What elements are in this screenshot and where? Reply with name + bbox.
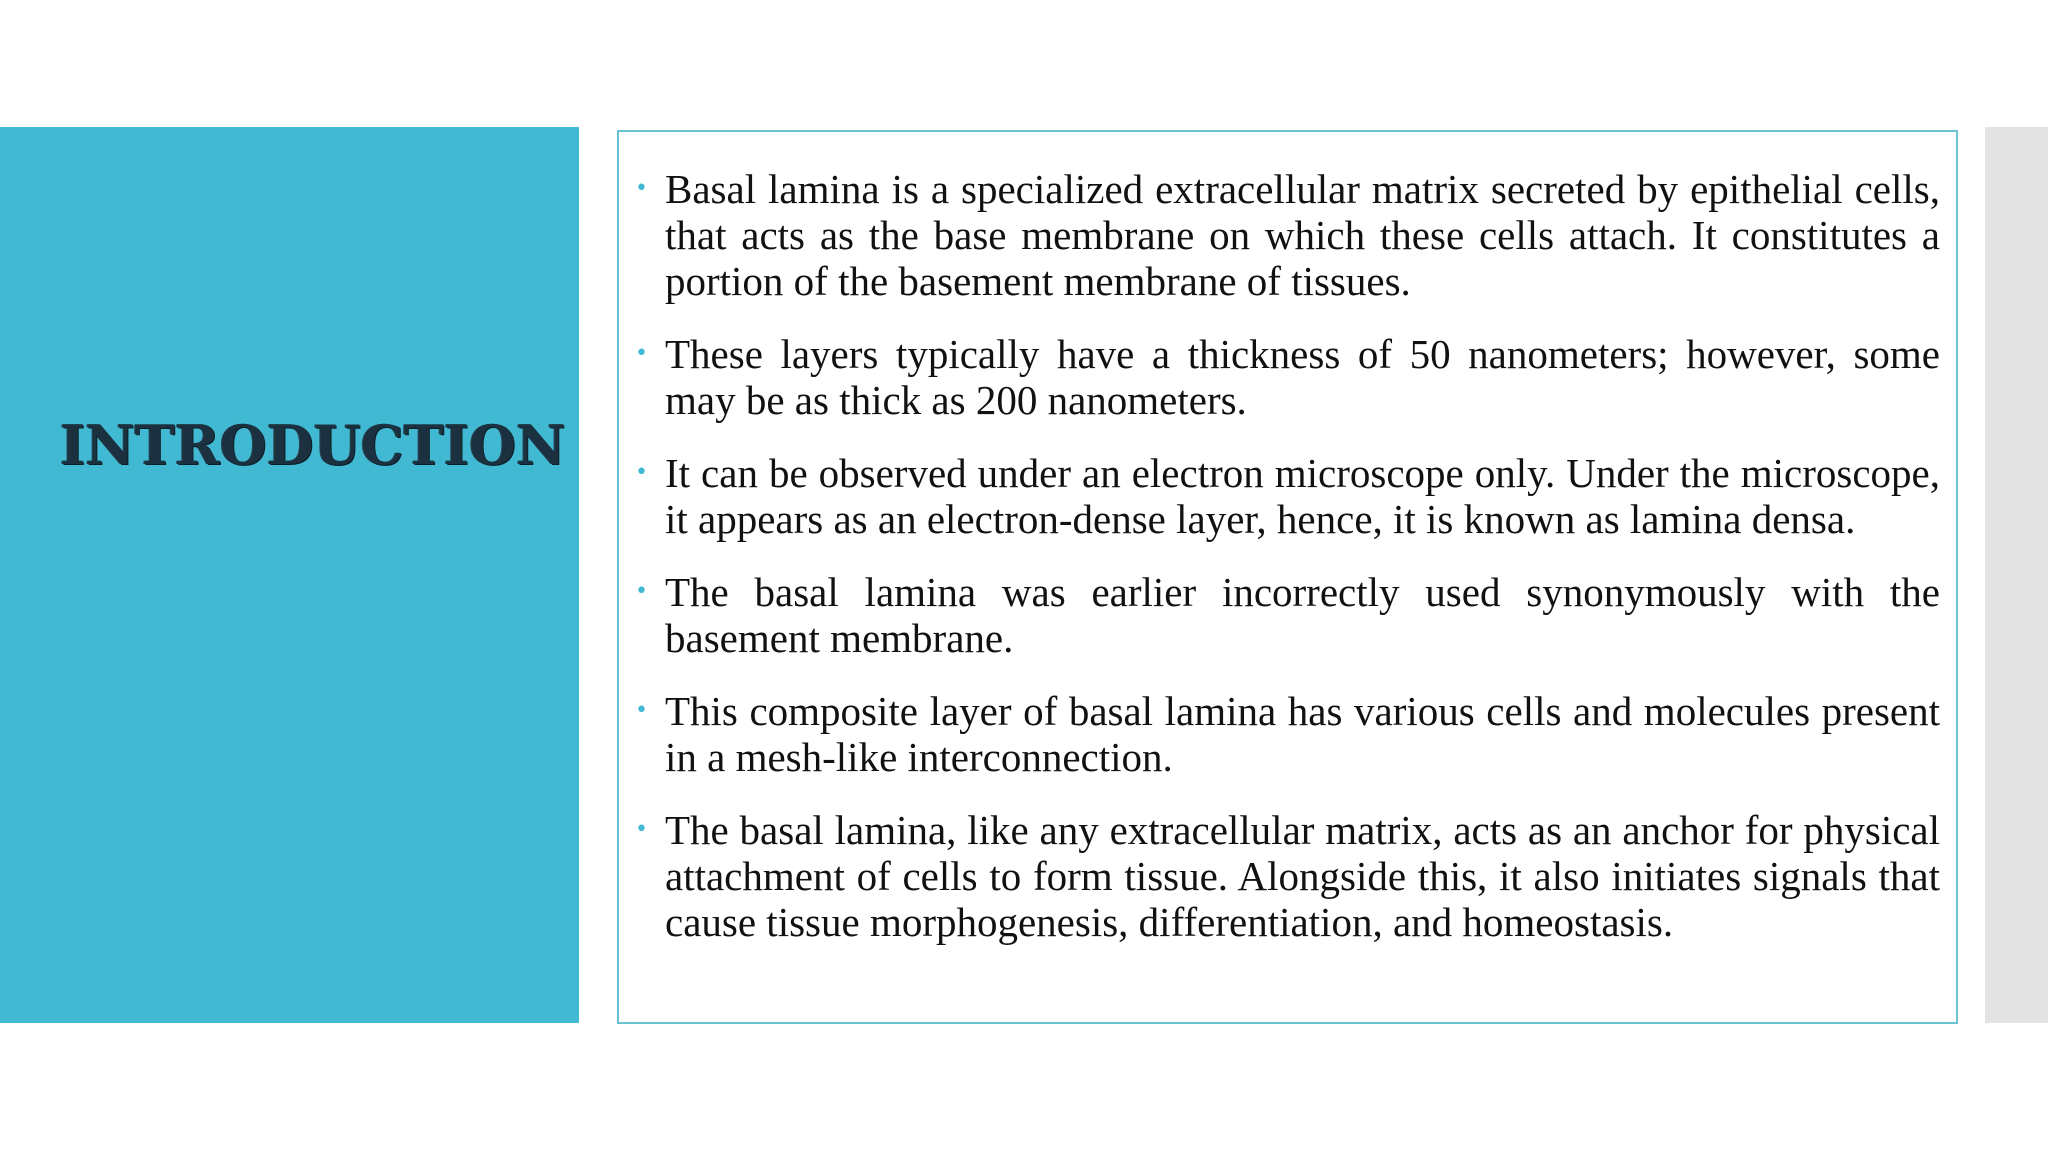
side-strip bbox=[1985, 127, 2048, 1023]
bullet-item bbox=[635, 450, 1940, 542]
bullet-list bbox=[619, 132, 1956, 945]
title-panel bbox=[0, 127, 579, 1023]
bullet-dot-icon: • bbox=[635, 341, 648, 366]
bullet-item bbox=[635, 569, 1940, 661]
bullet-item bbox=[635, 688, 1940, 780]
bullet-item bbox=[635, 807, 1940, 945]
bullet-item bbox=[635, 166, 1940, 304]
bullet-text: This composite layer of basal lamina has various cells and molecules present in a mesh-like interconnection. bbox=[665, 688, 1940, 780]
bullet-dot-icon: • bbox=[635, 460, 648, 485]
bullet-text: The basal lamina, like any extracellular matrix, acts as an anchor for physical attachment of cells to form tissue. Alongside this, it also initiates signals that cause tissue morphogenesis, differentiation, and homeostasis. bbox=[665, 807, 1940, 945]
bullet-dot-icon: • bbox=[635, 698, 648, 723]
bullet-text: The basal lamina was earlier incorrectly used synonymously with the basement membrane. bbox=[665, 569, 1940, 661]
bullet-dot-icon: • bbox=[635, 817, 648, 842]
bullet-item bbox=[635, 331, 1940, 423]
bullet-dot-icon: • bbox=[635, 176, 648, 201]
content-box bbox=[617, 130, 1958, 1024]
slide-title: INTRODUCTION bbox=[60, 413, 566, 477]
bullet-text: Basal lamina is a specialized extracellular matrix secreted by epithelial cells, that acts as the base membrane on which these cells attach. It constitutes a portion of the basement membrane of tissues. bbox=[665, 166, 1940, 304]
bullet-dot-icon: • bbox=[635, 579, 648, 604]
bullet-text: It can be observed under an electron microscope only. Under the microscope, it appears as an electron-dense layer, hence, it is known as lamina densa. bbox=[665, 450, 1940, 542]
bullet-text: These layers typically have a thickness of 50 nanometers; however, some may be as thick as 200 nanometers. bbox=[665, 331, 1940, 423]
